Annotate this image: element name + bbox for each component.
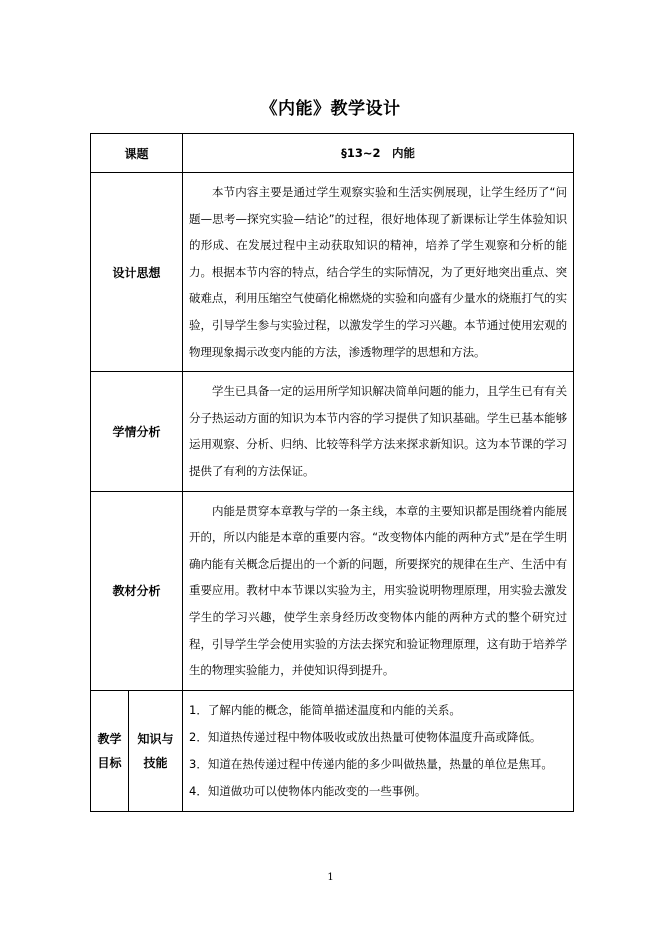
design-text: 本节内容主要是通过学生观察实验和生活实例展现，让学生经历了“问题—思考—探究实验—结论”的过程，很好地体现了新课标让学生体验知识的形成、在发展过程中主动获取知识的精神，培养了学生观察和分析的能力。根据本节内容的特点，结合学生的实际情况，为了更好地突出重点、突破难点，利用压缩空气使硝化棉燃烧的实验和向盛有少量水的烧瓶打气的实验，引导学生参与实验过程，以激发学生的学习兴趣。本节通过使用宏观的物理现象揭示改变内能的方法，渗透物理学的思想和方法。 [189, 185, 568, 359]
knowledge-label-line2: 技能 [143, 755, 168, 770]
goal-label-cell [91, 690, 129, 811]
student-cell [183, 372, 574, 491]
design-cell [183, 173, 574, 372]
knowledge-label-cell [129, 690, 183, 811]
design-row [91, 173, 574, 372]
material-label: 教材分析 [91, 491, 183, 690]
goal-item: 3．知道在热传递过程中传递内能的多少叫做热量，热量的单位是焦耳。 [189, 756, 553, 771]
student-text: 学生已具备一定的运用所学知识解决简单问题的能力，且学生已有有关分子热运动方面的知识为本节内容的学习提供了知识基础。学生已基本能够运用观察、分析、归纳、比较等科学方法来探求新知识。这为本节课的学习提供了有利的方法保证。 [189, 384, 568, 478]
document-title: 《内能》教学设计 [260, 99, 401, 119]
material-text: 内能是贯穿本章教与学的一条主线，本章的主要知识都是围绕着内能展开的，所以内能是本章的重要内容。“改变物体内能的两种方式”是在学生明确内能有关概念后提出的一个新的问题，所要探究的规律在生产、生活中有重要应用。教材中本节课以实验为主，用实验说明物理原理，用实验去激发学生的学习兴趣，使学生亲身经历改变物体内能的两种方式的整个研究过程，引导学生学会使用实验的方法去探究和验证物理原理，这有助于培养学生的物理实验能力，并使知识得到提升。 [189, 503, 568, 678]
goal-item: 1．了解内能的概念，能简单描述温度和内能的关系。 [189, 702, 461, 717]
student-label: 学情分析 [91, 372, 183, 491]
goals-cell [183, 690, 574, 811]
lesson-plan-table [90, 133, 574, 812]
goal-item: 2．知道热传递过程中物体吸收或放出热量可使物体温度升高或降低。 [189, 729, 542, 744]
knowledge-label-line1: 知识与 [137, 731, 174, 746]
page-number: 1 [327, 872, 334, 883]
topic-label: 课题 [91, 134, 183, 173]
goal-label-line1: 教学 [97, 731, 122, 746]
goals-list [183, 693, 573, 809]
student-row [91, 372, 574, 491]
design-label: 设计思想 [91, 173, 183, 372]
topic-row [91, 134, 574, 173]
material-cell [183, 491, 574, 690]
goal-row [91, 690, 574, 811]
material-row [91, 491, 574, 690]
goal-label-line2: 目标 [97, 755, 122, 770]
goal-item: 4．知道做功可以使物体内能改变的一些事例。 [189, 783, 427, 798]
topic-value: §13~2 内能 [183, 134, 574, 173]
